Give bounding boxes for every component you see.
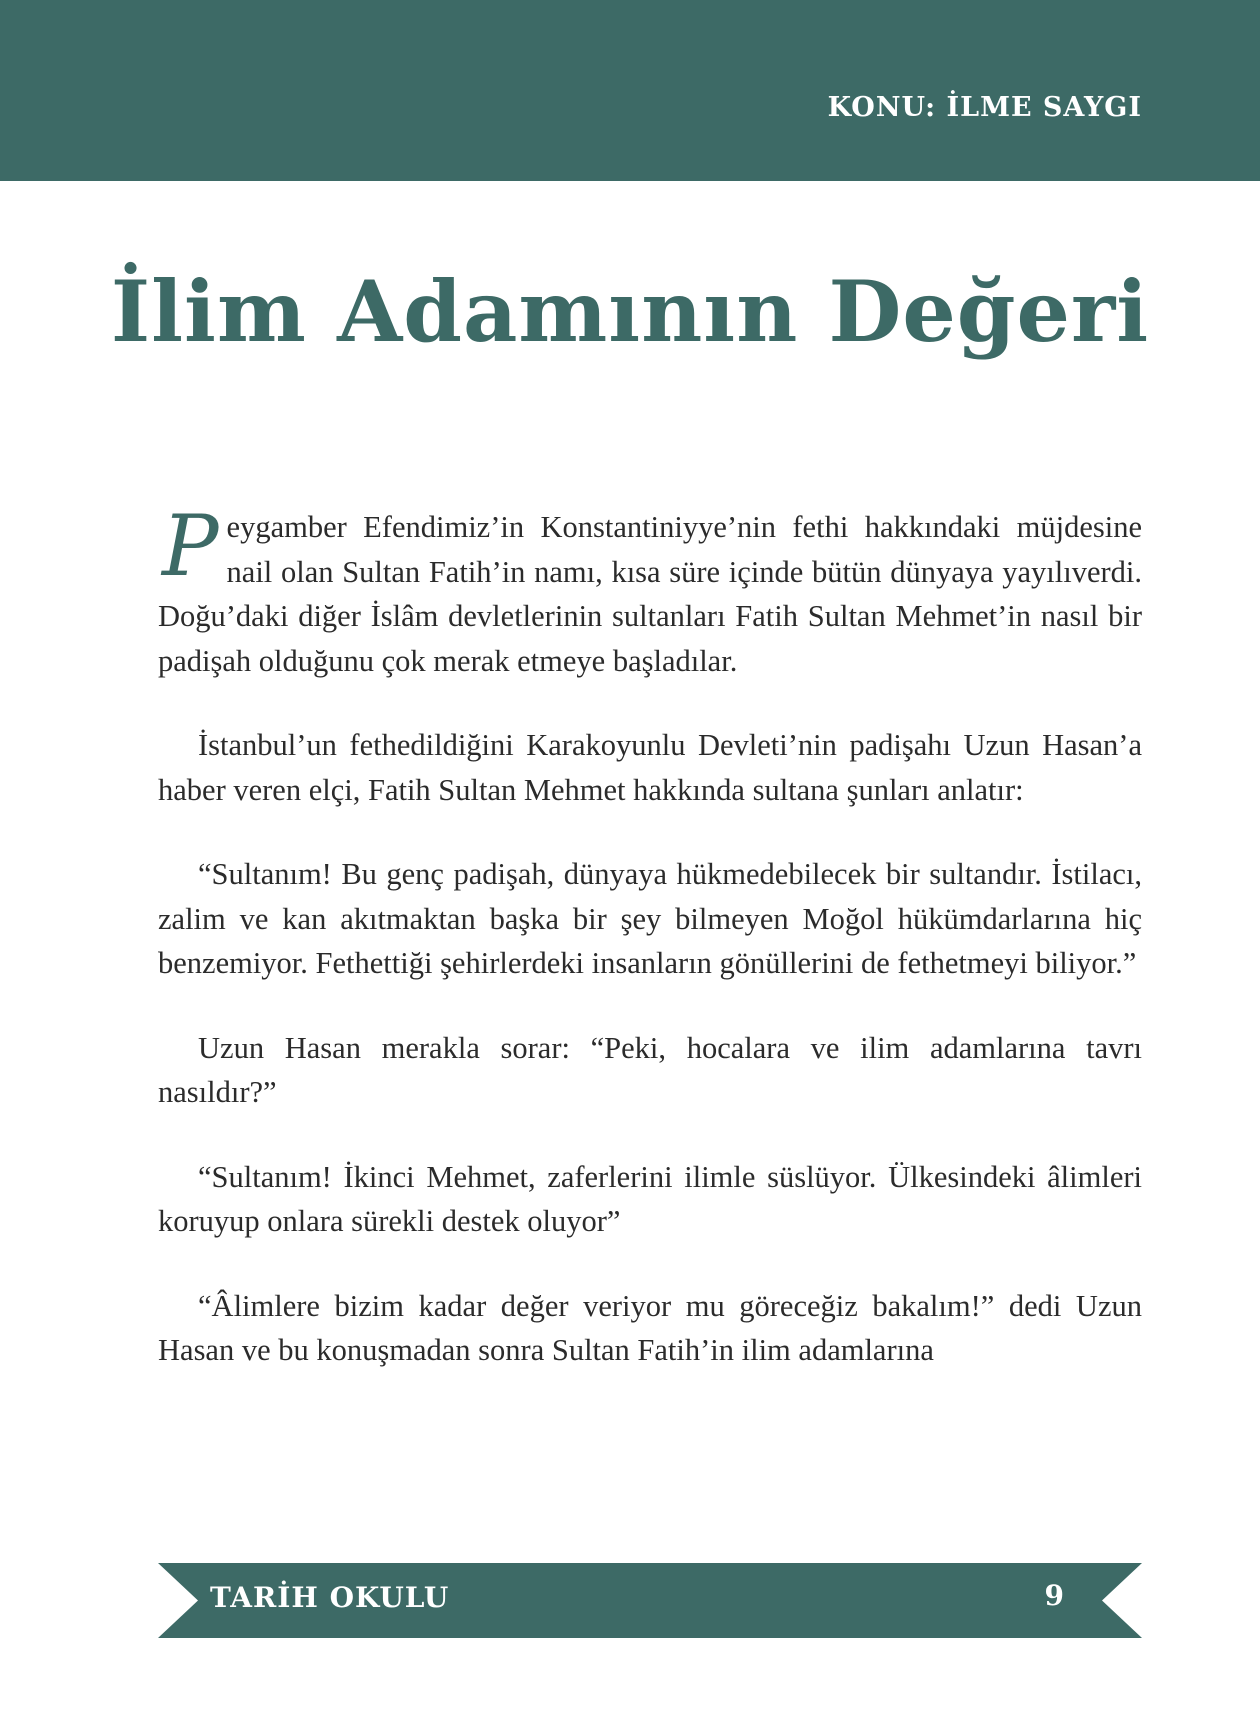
article-body bbox=[158, 497, 1142, 1413]
page-title: İlim Adamının Değeri bbox=[110, 262, 1150, 361]
paragraph-text: eygamber Efendimiz’in Konstantiniyye’nin fethi hakkındaki müjdesine nail olan Sultan Fatih’in namı, kısa süre içinde bütün dünyaya yayılıverdi. Doğu’daki diğer İslâm devletlerinin sultanları Fatih Sultan Mehmet’in nasıl bir padişah olduğunu çok merak etmeye başladılar. bbox=[158, 510, 1142, 678]
paragraph-4: Uzun Hasan merakla sorar: “Peki, hocalara ve ilim adamlarına tavrı nasıldır?” bbox=[158, 1030, 1142, 1109]
page-number: 9 bbox=[1044, 1579, 1064, 1612]
paragraph-3: “Sultanım! Bu genç padişah, dünyaya hükmedebilecek bir sultandır. İstilacı, zalim ve kan akıtmaktan başka bir şey bilmeyen Moğol hükümdarlarına hiç benzemiyor. Fethettiği şehirlerdeki insanların gönüllerini de fethetmeyi biliyor.” bbox=[158, 857, 1142, 980]
series-name: TARİH OKULU bbox=[210, 1581, 450, 1614]
paragraph-5: “Sultanım! İkinci Mehmet, zaferlerini ilimle süslüyor. Ülkesindeki âlimleri koruyup onlara sürekli destek oluyor” bbox=[158, 1159, 1142, 1238]
footer-banner bbox=[158, 1563, 1142, 1638]
paragraph-1 bbox=[158, 497, 1142, 683]
header-band bbox=[0, 0, 1260, 181]
crescent-icon bbox=[158, 1563, 210, 1615]
drop-cap: P bbox=[162, 497, 219, 595]
paragraph-2: İstanbul’un fethedildiğini Karakoyunlu Devleti’nin padişahı Uzun Hasan’a haber veren elçi, Fatih Sultan Mehmet hakkında sultana şunları anlatır: bbox=[158, 728, 1142, 807]
topic-label: KONU: İLME SAYGI bbox=[827, 92, 1142, 123]
paragraph-6: “Âlimlere bizim kadar değer veriyor mu göreceğiz bakalım!” dedi Uzun Hasan ve bu konuşmadan sonra Sultan Fatih’in ilim adamlarına bbox=[158, 1288, 1142, 1367]
